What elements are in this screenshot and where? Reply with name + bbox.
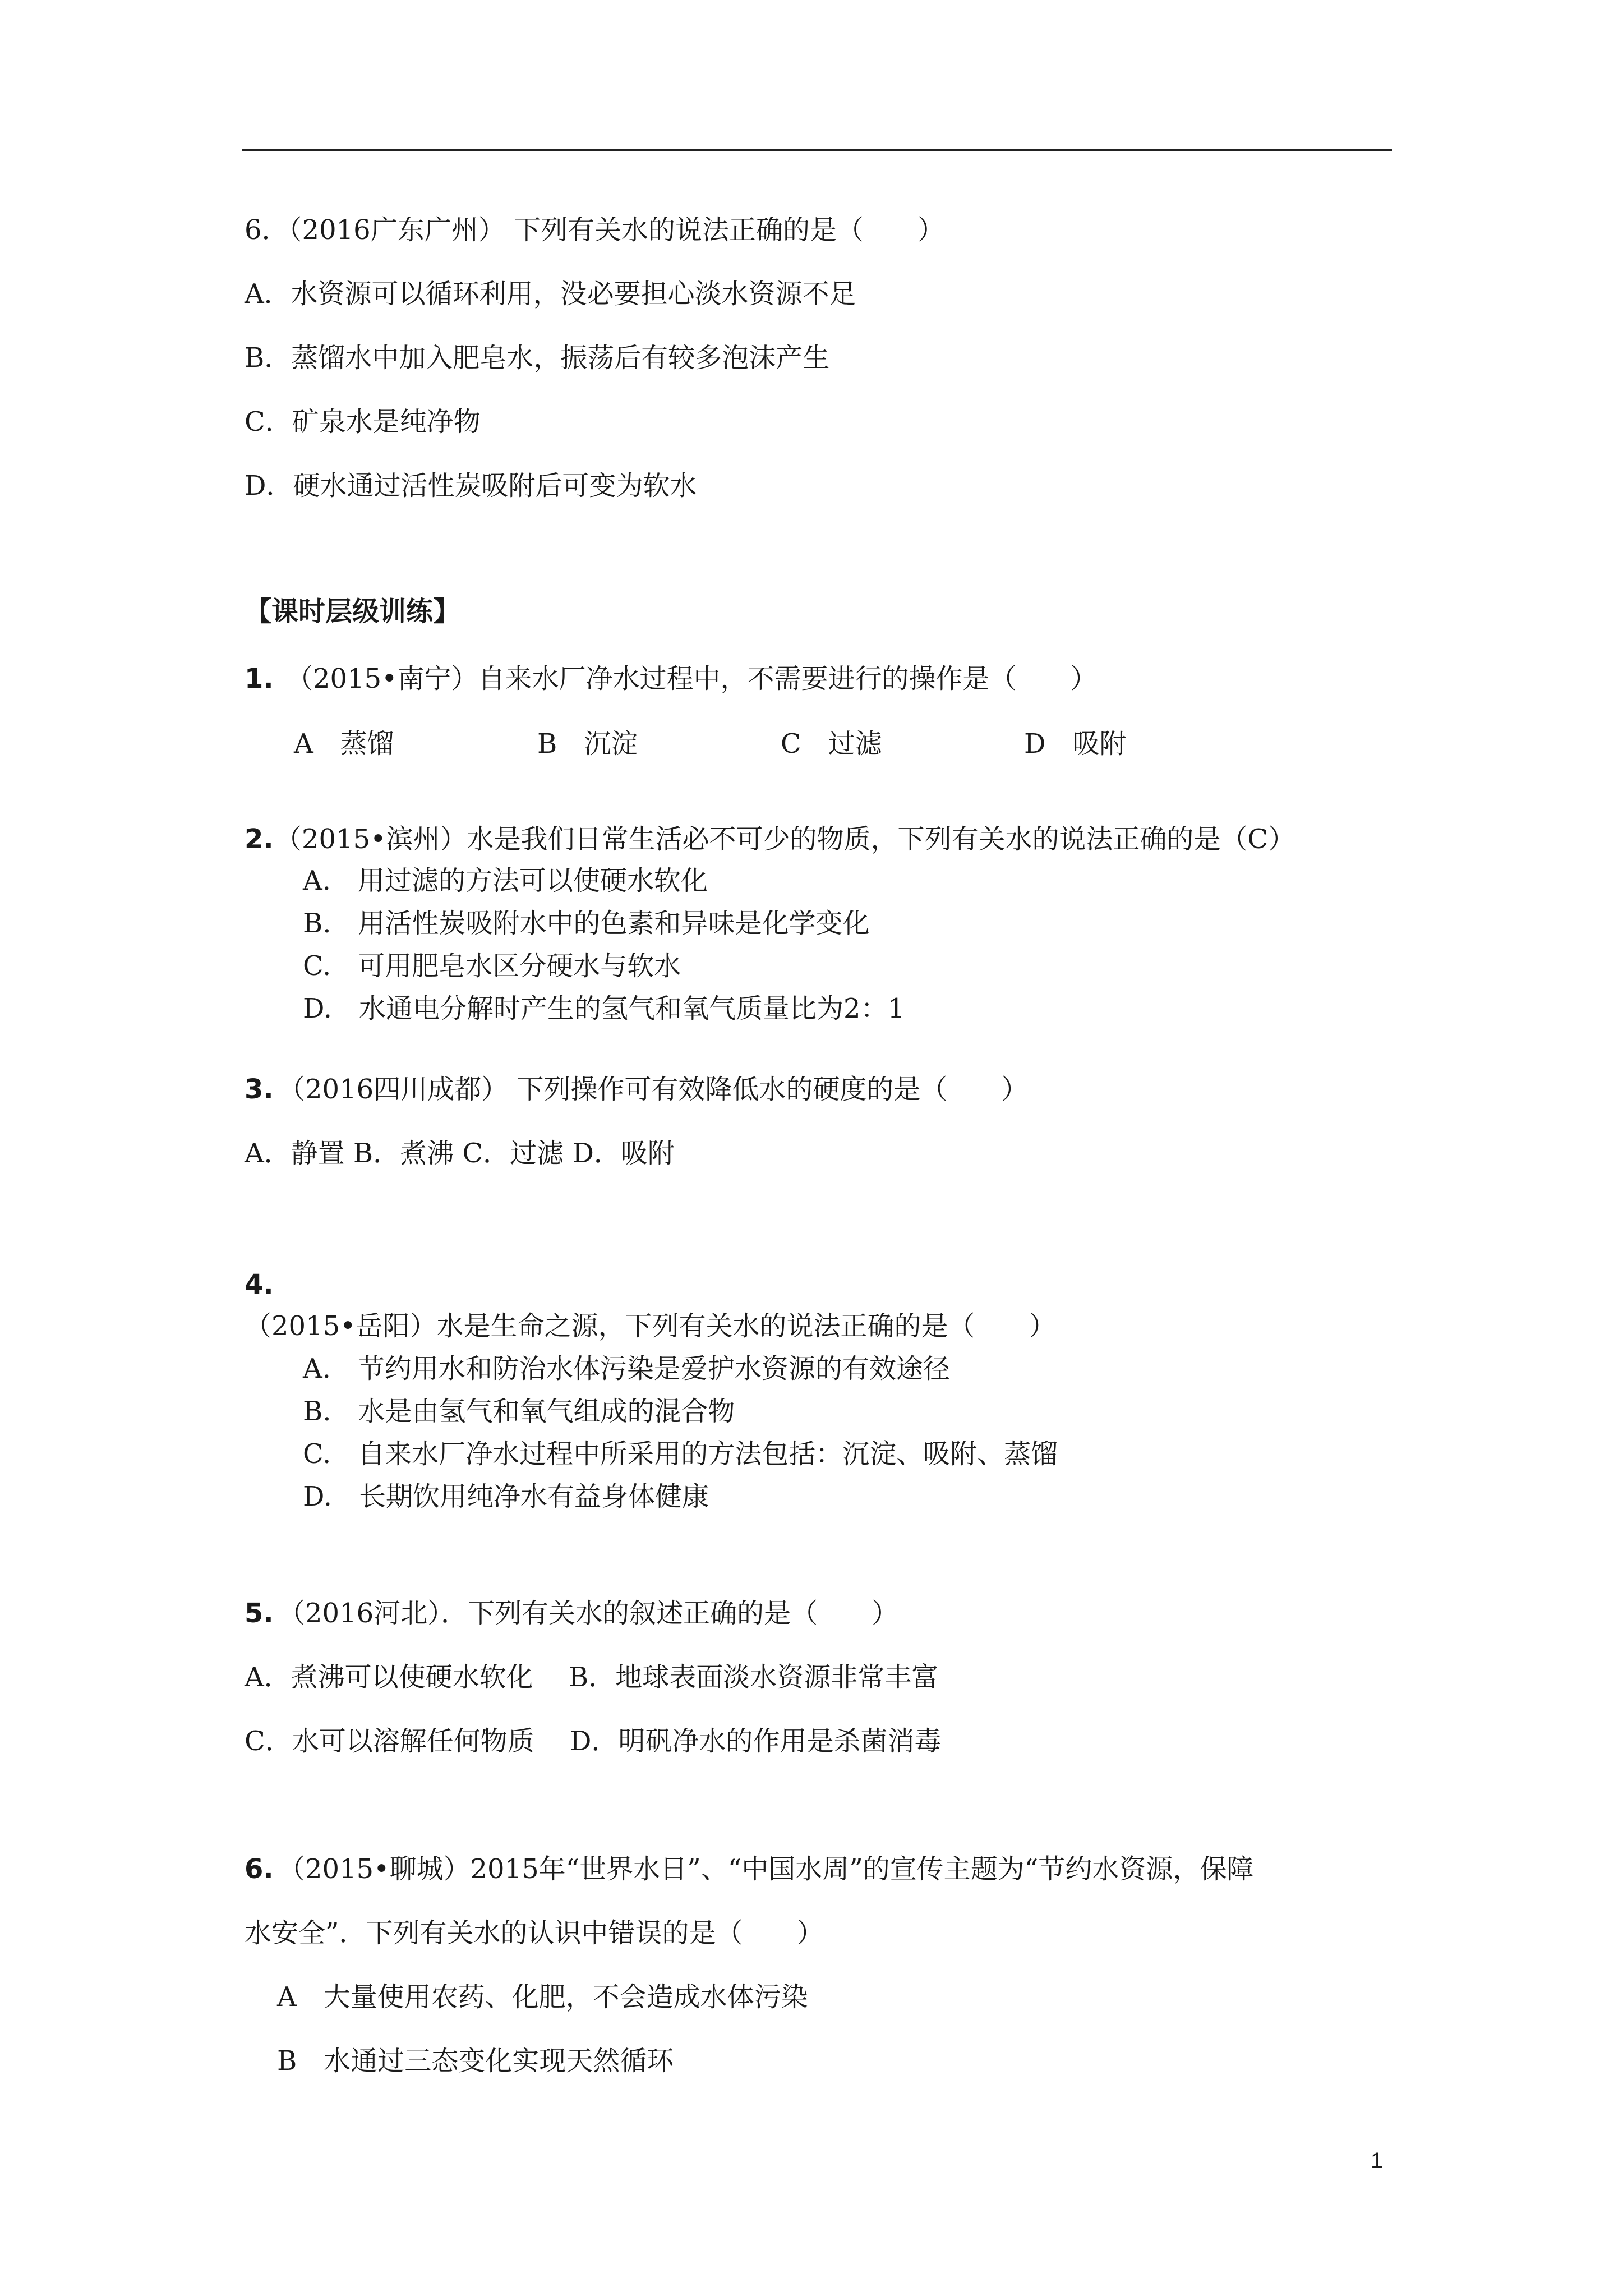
q1-option-b: B 沉淀 [537,728,638,760]
q3-options: A．静置 B．煮沸 C．过滤 D．吸附 [245,1138,675,1169]
q4-option-c: C. 自来水厂净水过程中所采用的方法包括：沉淀、吸附、蒸馏 [303,1438,1058,1470]
q6-stem-line1: （2015•聊城）2015年“世界水日”、“中国水周”的宣传主题为“节约水资源，保障 [278,1853,1254,1885]
q3-stem: （2016四川成都） 下列操作可有效降低水的硬度的是（ ） [278,1074,1029,1105]
intro-option-d: D．硬水通过活性炭吸附后可变为软水 [245,470,697,501]
intro-option-c: C．矿泉水是纯净物 [245,406,481,438]
q6-stem-line2: 水安全”．下列有关水的认识中错误的是（ ） [245,1917,824,1949]
q3-number: 3. [245,1074,274,1105]
q4-option-b: B. 水是由氢气和氧气组成的混合物 [303,1396,735,1427]
q1-option-d: D 吸附 [1024,728,1127,760]
q4-number: 4. [245,1269,274,1300]
q4-option-a: A. 节约用水和防治水体污染是爱护水资源的有效途径 [303,1353,950,1384]
section-title: 【课时层级训练】 [245,596,460,627]
q6-number: 6. [245,1853,274,1885]
q5-options-row1: A．煮沸可以使硬水软化 B．地球表面淡水资源非常丰富 [245,1662,939,1693]
q1-number: 1. [245,663,274,694]
q6-option-a: A 大量使用农药、化肥，不会造成水体污染 [277,1981,808,2013]
q2-option-a: A. 用过滤的方法可以使硬水软化 [303,865,708,896]
q4-option-d: D. 长期饮用纯净水有益身体健康 [303,1481,709,1512]
q5-number: 5. [245,1598,274,1629]
q4-stem: （2015•岳阳）水是生命之源，下列有关水的说法正确的是（ ） [245,1310,1056,1342]
intro-option-b: B．蒸馏水中加入肥皂水，振荡后有较多泡沫产生 [245,342,830,374]
q2-stem: （2015•滨州）水是我们日常生活必不可少的物质，下列有关水的说法正确的是（C） [275,823,1295,855]
q2-option-c: C. 可用肥皂水区分硬水与软水 [303,950,681,982]
q5-options-row2: C．水可以溶解任何物质 D．明矾净水的作用是杀菌消毒 [245,1726,942,1757]
intro-option-a: A．水资源可以循环利用，没必要担心淡水资源不足 [245,278,856,310]
q5-stem: （2016河北）．下列有关水的叙述正确的是（ ） [278,1598,899,1629]
q2-option-b: B. 用活性炭吸附水中的色素和异味是化学变化 [303,908,870,939]
q6-option-b: B 水通过三态变化实现天然循环 [277,2045,674,2077]
intro-question-stem: 6．（2016广东广州） 下列有关水的说法正确的是（ ） [245,214,944,246]
header-rule [242,149,1392,151]
q2-number: 2. [245,823,274,855]
page-number: 1 [1371,2148,1384,2173]
q1-option-c: C 过滤 [781,728,882,760]
q2-option-d: D. 水通电分解时产生的氢气和氧气质量比为2：1 [303,993,905,1024]
q1-stem: （2015•南宁）自来水厂净水过程中，不需要进行的操作是（ ） [286,663,1098,694]
q1-option-a: A 蒸馏 [294,728,394,760]
